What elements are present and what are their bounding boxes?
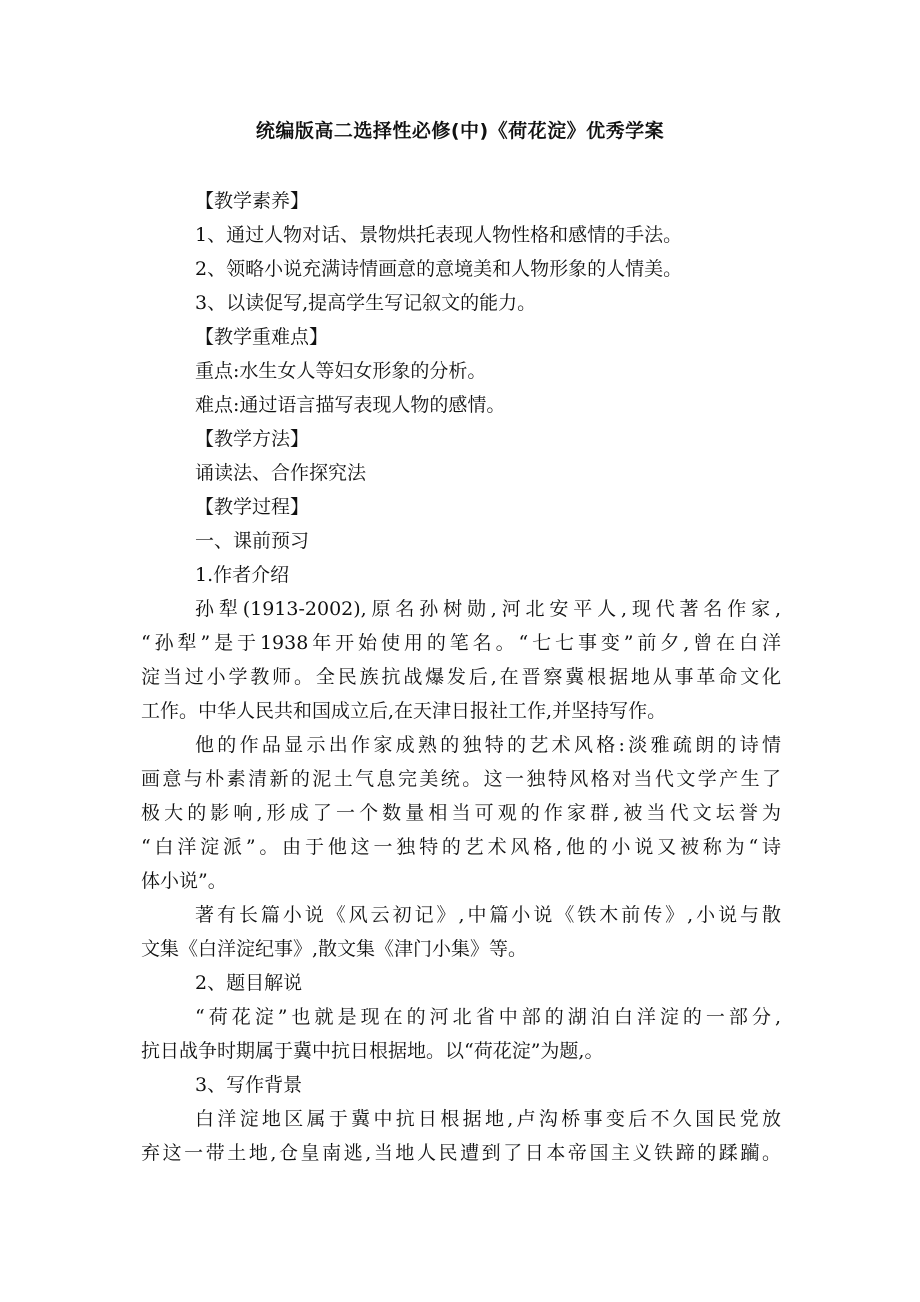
list-item: 2、领略小说充满诗情画意的意境美和人物形象的人情美。 [195, 258, 683, 280]
paragraph-line: 淀当过小学教师。全民族抗战爆发后,在晋察冀根据地从事革命文化 [141, 666, 781, 688]
paragraph-line: 他的作品显示出作家成熟的独特的艺术风格:淡雅疏朗的诗情 [195, 734, 781, 756]
paragraph-line: “荷花淀”也就是现在的河北省中部的湖泊白洋淀的一部分, [195, 1006, 781, 1028]
paragraph-line: “白洋淀派”。由于他这一独特的艺术风格,他的小说又被称为“诗 [141, 836, 781, 858]
paragraph-line: 白洋淀地区属于冀中抗日根据地,卢沟桥事变后不久国民党放 [195, 1108, 781, 1130]
subheading: 一、课前预习 [195, 530, 310, 552]
paragraph-line: 抗日战争时期属于冀中抗日根据地。以“荷花淀”为题,。 [141, 1040, 604, 1062]
text-line: 难点:通过语言描写表现人物的感情。 [195, 394, 506, 416]
paragraph-line: 画意与朴素清新的泥土气息完美统。这一独特风格对当代文学产生了 [141, 768, 781, 790]
list-item: 3、以读促写,提高学生写记叙文的能力。 [195, 292, 537, 314]
page-title: 统编版高二选择性必修(中)《荷花淀》优秀学案 [255, 120, 665, 142]
section-heading: 【教学素养】 [195, 190, 310, 212]
subheading: 1.作者介绍 [195, 564, 290, 586]
subheading: 2、题目解说 [195, 972, 303, 994]
section-heading: 【教学重难点】 [195, 326, 329, 348]
paragraph-line: “孙犁”是于1938年开始使用的笔名。“七七事变”前夕,曾在白洋 [141, 632, 781, 654]
paragraph-line: 体小说”。 [141, 870, 227, 892]
section-heading: 【教学过程】 [195, 496, 310, 518]
paragraph-line: 文集《白洋淀纪事》,散文集《津门小集》等。 [141, 938, 528, 960]
list-item: 1、通过人物对话、景物烘托表现人物性格和感情的手法。 [195, 224, 683, 246]
paragraph-line: 工作。中华人民共和国成立后,在天津日报社工作,并坚持写作。 [141, 700, 667, 722]
paragraph-line: 著有长篇小说《风云初记》,中篇小说《铁木前传》,小说与散 [195, 904, 781, 926]
paragraph-line: 孙犁(1913-2002),原名孙树勋,河北安平人,现代著名作家, [195, 598, 781, 620]
text-line: 重点:水生女人等妇女形象的分析。 [195, 360, 487, 382]
text-line: 诵读法、合作探究法 [195, 462, 367, 484]
paragraph-line: 极大的影响,形成了一个数量相当可观的作家群,被当代文坛誉为 [141, 802, 781, 824]
subheading: 3、写作背景 [195, 1074, 303, 1096]
paragraph-line: 弃这一带土地,仓皇南逃,当地人民遭到了日本帝国主义铁蹄的蹂躏。 [141, 1142, 781, 1164]
section-heading: 【教学方法】 [195, 428, 310, 450]
